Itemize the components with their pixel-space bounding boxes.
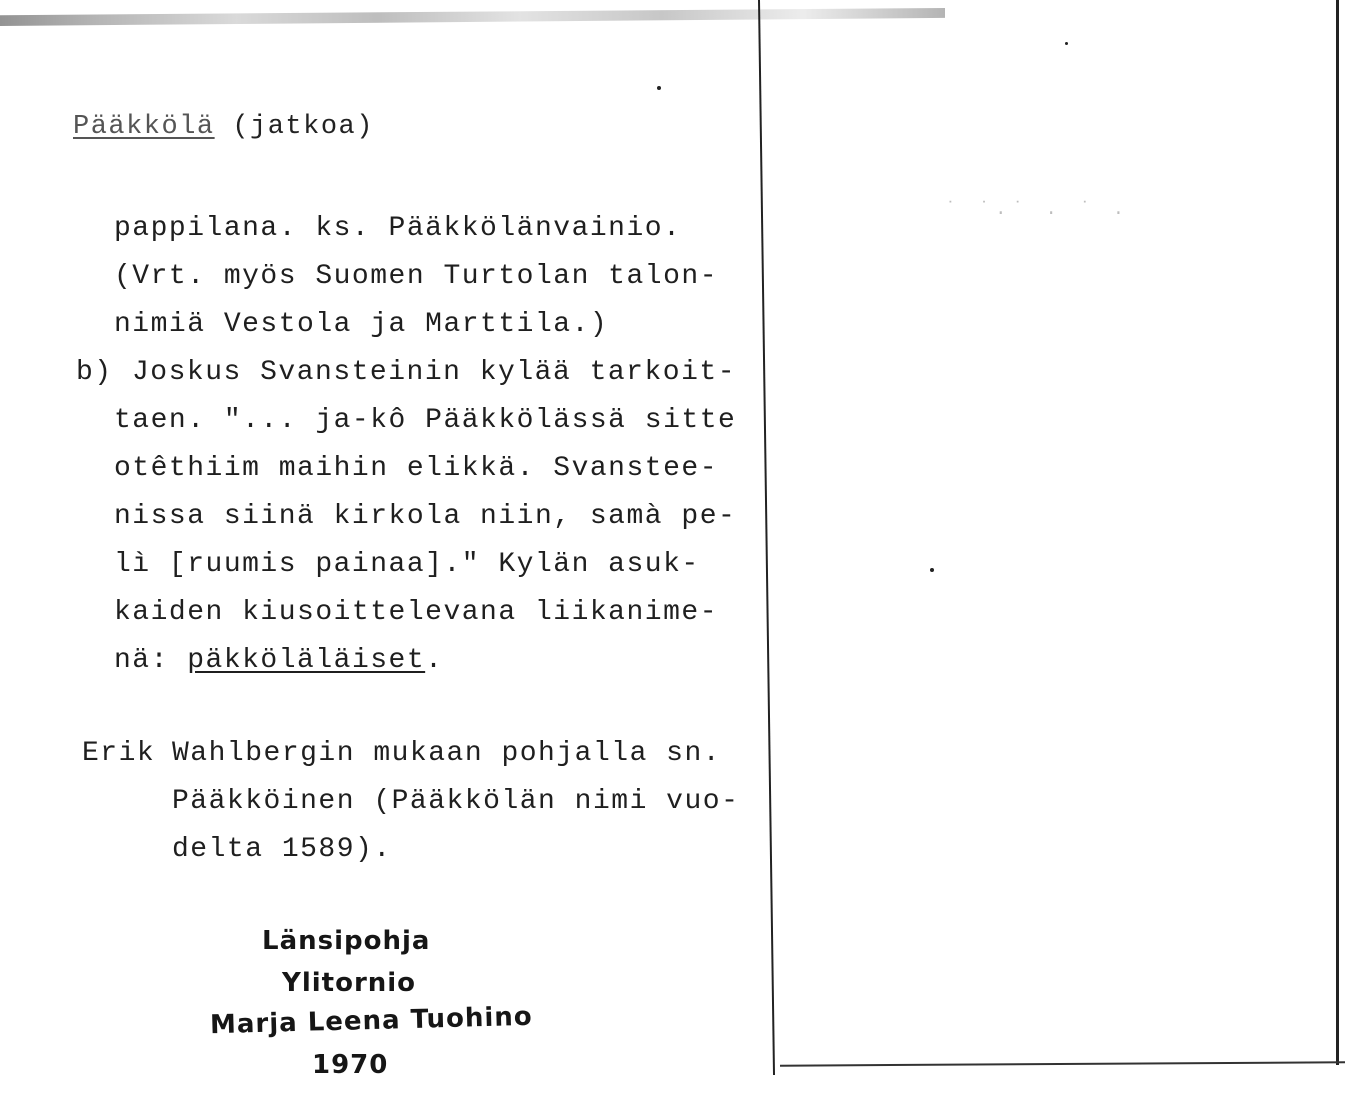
text-line: Wahlbergin mukaan pohjalla sn.	[172, 738, 722, 769]
faint-marks: ˙ ˙.˙ . ˙ .	[945, 200, 1130, 220]
heading-suffix: (jatkoa)	[214, 112, 374, 142]
text-line: lì [ruumis painaa]." Kylän asuk-	[114, 549, 700, 580]
stamp-region: Länsipohja	[262, 926, 431, 956]
stamp-parish: Ylitornio	[282, 968, 417, 998]
list-marker-b: b)	[76, 357, 113, 388]
nickname: päkköläläiset	[187, 645, 426, 676]
text-line: Joskus Svansteinin kylää tarkoit-	[132, 357, 736, 388]
text-line: delta 1589).	[172, 834, 392, 865]
text-line: nissa siinä kirkola niin, samà pe-	[114, 501, 737, 532]
text-prefix: nä:	[114, 645, 188, 676]
entry-heading	[73, 112, 374, 142]
text-line: otêthiim maihin elikkä. Svanstee-	[114, 453, 718, 484]
speck	[930, 568, 934, 572]
speck	[1065, 42, 1068, 45]
bottom-border	[780, 1061, 1345, 1066]
text-line: (Vrt. myös Suomen Turtolan talon-	[114, 261, 718, 292]
text-line: kaiden kiusoittelevana liikanime-	[114, 597, 718, 628]
stamp-year: 1970	[312, 1050, 389, 1080]
text-line: nimiä Vestola ja Marttila.)	[114, 309, 609, 340]
text-line: pappilana. ks. Pääkkölänvainio.	[114, 213, 682, 244]
right-border	[1336, 0, 1339, 1065]
text-line: taen. "... ja-kô Pääkkölässä sitte	[114, 405, 737, 436]
note-label: Erik	[82, 738, 156, 769]
text-line: Pääkköinen (Pääkkölän nimi vuo-	[172, 786, 740, 817]
headword: Pääkkölä	[73, 112, 215, 142]
stamp-collector: Marja Leena Tuohino	[209, 1001, 534, 1041]
text-line	[114, 637, 443, 685]
speck	[657, 86, 661, 90]
text-suffix: .	[425, 645, 444, 676]
scan-streak	[0, 8, 945, 26]
column-divider	[758, 0, 775, 1075]
